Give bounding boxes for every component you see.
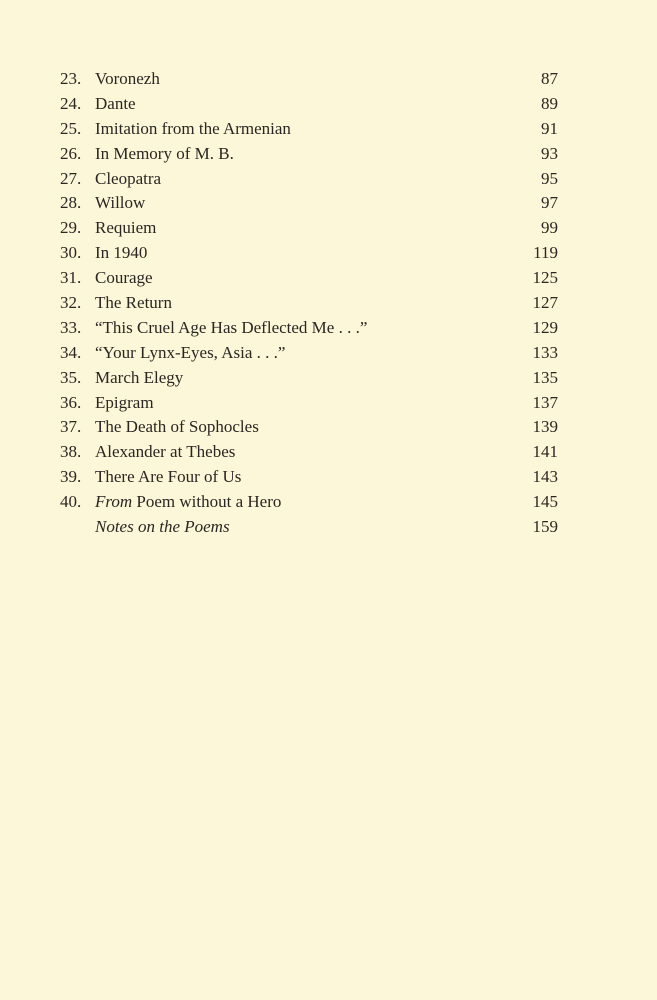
- toc-entry[interactable]: [60, 191, 560, 216]
- entry-number: 24.: [60, 93, 82, 113]
- entry-title: Requiem: [95, 218, 157, 238]
- entry-title: Dante: [95, 93, 136, 113]
- entry-number: 37.: [60, 417, 82, 437]
- entry-page-number: 145: [532, 492, 558, 512]
- toc-entry[interactable]: [60, 117, 560, 142]
- entry-number: 31.: [60, 268, 82, 288]
- entry-number: 35.: [60, 367, 82, 387]
- toc-entry[interactable]: [60, 142, 560, 167]
- entry-page-number: 95: [541, 168, 558, 188]
- entry-number: 30.: [60, 243, 82, 263]
- entry-page-number: 127: [532, 293, 558, 313]
- entry-page-number: 97: [541, 193, 558, 213]
- entry-title: Epigram: [95, 392, 154, 412]
- entry-title: Cleopatra: [95, 168, 162, 188]
- entry-page-number: 133: [532, 342, 558, 362]
- entry-number: 25.: [60, 118, 82, 138]
- entry-title: Voronezh: [95, 69, 160, 88]
- toc-entry[interactable]: [60, 490, 560, 515]
- toc-entry[interactable]: [60, 391, 560, 416]
- toc-entry[interactable]: [60, 366, 560, 391]
- entry-title: March Elegy: [95, 367, 184, 387]
- entry-title: The Return: [95, 293, 172, 313]
- entry-title: The Death of Sophocles: [95, 417, 259, 437]
- toc-entry[interactable]: [60, 216, 560, 241]
- entry-number: 26.: [60, 143, 82, 163]
- toc-entry[interactable]: [60, 291, 560, 316]
- toc-entry[interactable]: [60, 67, 560, 92]
- entry-number: 23.: [60, 69, 82, 88]
- toc-entry[interactable]: [60, 266, 560, 291]
- toc-entry[interactable]: [60, 465, 560, 490]
- entry-page-number: 89: [541, 93, 558, 113]
- notes-page-number: 159: [532, 517, 558, 537]
- entry-number: 32.: [60, 293, 82, 313]
- entry-number: 36.: [60, 392, 82, 412]
- entry-page-number: 139: [532, 417, 558, 437]
- entry-page-number: 91: [541, 118, 558, 138]
- entry-page-number: 143: [532, 467, 558, 487]
- entry-page-number: 99: [541, 218, 558, 238]
- toc-entry[interactable]: [60, 241, 560, 266]
- notes-title: Notes on the Poems: [95, 517, 230, 537]
- entry-title: In 1940: [95, 243, 148, 263]
- toc-entry[interactable]: [60, 341, 560, 366]
- entry-title: Imitation from the Armenian: [95, 118, 291, 138]
- entry-title: Willow: [95, 193, 146, 213]
- entry-page-number: 93: [541, 143, 558, 163]
- toc-entry[interactable]: [60, 316, 560, 341]
- entry-title: Courage: [95, 268, 153, 288]
- entry-title: Alexander at Thebes: [95, 442, 236, 462]
- entry-page-number: 141: [532, 442, 558, 462]
- entry-number: 39.: [60, 467, 82, 487]
- toc-entry[interactable]: [60, 415, 560, 440]
- entry-page-number: 119: [533, 243, 558, 263]
- toc-entry[interactable]: [60, 440, 560, 465]
- entry-page-number: 87: [541, 69, 558, 88]
- entry-title: “This Cruel Age Has Deflected Me . . .”: [95, 317, 368, 337]
- entry-title-prefix: From: [95, 492, 133, 512]
- table-of-contents: [60, 67, 560, 540]
- entry-page-number: 137: [532, 392, 558, 412]
- entry-number: 38.: [60, 442, 82, 462]
- entry-number: 29.: [60, 218, 82, 238]
- toc-entry-notes[interactable]: [60, 515, 560, 540]
- entry-page-number: 135: [532, 367, 558, 387]
- entry-number: 27.: [60, 168, 82, 188]
- entry-title-text: Poem without a Hero: [136, 492, 282, 512]
- entry-title: There Are Four of Us: [95, 467, 242, 487]
- entry-title: [95, 490, 281, 515]
- toc-entry[interactable]: [60, 92, 560, 117]
- entry-title: “Your Lynx-Eyes, Asia . . .”: [95, 342, 286, 362]
- toc-entry[interactable]: [60, 167, 560, 192]
- entry-number: 28.: [60, 193, 82, 213]
- entry-number: 34.: [60, 342, 82, 362]
- entry-title: In Memory of M. B.: [95, 143, 234, 163]
- entry-number: 33.: [60, 317, 82, 337]
- entry-number: 40.: [60, 492, 82, 512]
- entry-page-number: 125: [532, 268, 558, 288]
- entry-page-number: 129: [532, 317, 558, 337]
